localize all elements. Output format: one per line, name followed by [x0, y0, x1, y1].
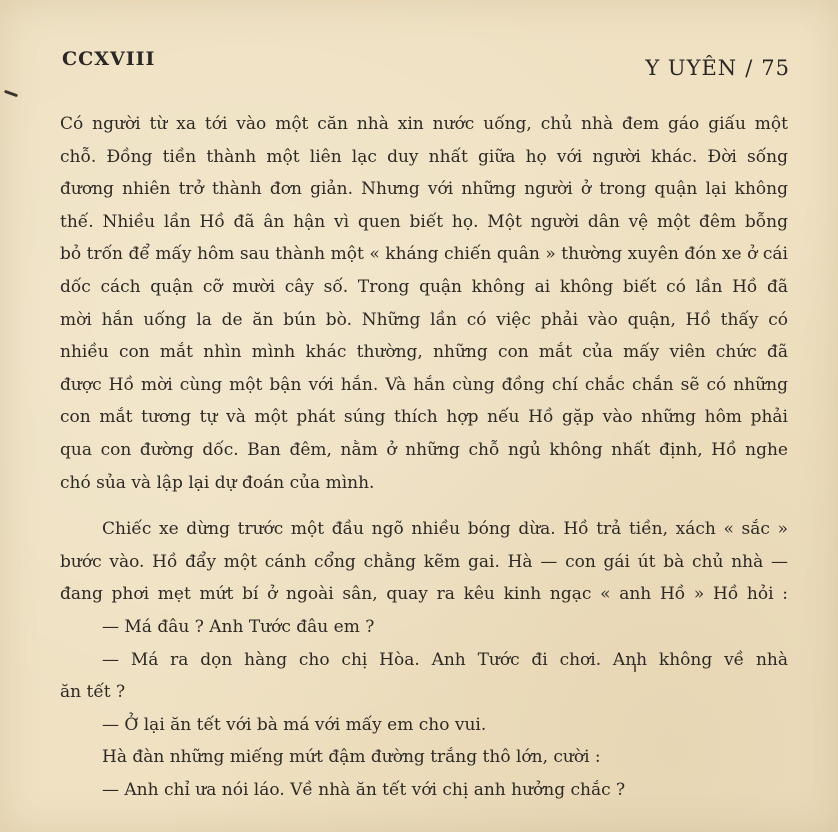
- paragraph-1: [60, 108, 788, 499]
- text-line: đương nhiên trở thành đơn giản. Nhưng với những người ở trong quận lại không: [60, 179, 788, 200]
- text-line: — Ở lại ăn tết với bà má với mấy em cho vui.: [102, 714, 487, 735]
- text-line: bỏ trốn để mấy hôm sau thành một « kháng chiến quân » thường xuyên đón xe ở cái: [60, 244, 788, 265]
- text-line: dốc cách quận cỡ mười cây số. Trong quận không ai không biết có lần Hồ đã: [60, 276, 788, 297]
- text-line: mời hắn uống la de ăn bún bò. Những lần có việc phải vào quận, Hồ thấy có: [60, 309, 788, 330]
- header-separator: /: [745, 56, 754, 80]
- text-line-cut-off: — Anh chỉ ưa nói láo. Về nhà ăn tết với chị anh hưởng chắc ?: [102, 779, 626, 800]
- paragraph-3: [60, 741, 788, 774]
- ink-speck: [4, 90, 18, 98]
- text-line: được Hồ mời cùng một bận với hắn. Và hắn cùng đồng chí chắc chắn sẽ có những: [60, 374, 788, 395]
- paragraph-gap: [60, 499, 788, 513]
- text-line: chỗ. Đồng tiền thành một liên lạc duy nhất giữa họ với người khác. Đời sống: [60, 146, 788, 167]
- text-line: qua con đường dốc. Ban đêm, nằm ở những chỗ ngủ không nhất định, Hồ nghe: [60, 439, 788, 460]
- text-line: Có người từ xa tới vào một căn nhà xin nước uống, chủ nhà đem gáo giấu một: [60, 114, 788, 134]
- chapter-number: CCXVIII: [62, 48, 156, 70]
- running-header: [645, 56, 790, 80]
- text-line: thế. Nhiều lần Hồ đã ân hận vì quen biết họ. Một người dân vệ một đêm bỗng: [60, 211, 788, 232]
- text-line: — Má ra dọn hàng cho chị Hòa. Anh Tước đi chơi. Anh không về nhà: [102, 649, 788, 670]
- text-line: bước vào. Hồ đẩy một cánh cổng chằng kẽm gai. Hà — con gái út bà chủ nhà —: [60, 551, 788, 572]
- text-line: ăn tết ?: [60, 682, 126, 703]
- paragraph-4: [60, 774, 788, 807]
- text-line: con mắt tương tự và một phát súng thích hợp nếu Hồ gặp vào những hôm phải: [60, 407, 788, 428]
- text-line: đang phơi mẹt mứt bí ở ngoài sân, quay ra kêu kinh ngạc « anh Hồ » Hồ hỏi :: [60, 584, 788, 605]
- page-number: 75: [761, 56, 790, 80]
- body-text: [60, 108, 788, 806]
- text-line: Hà đàn những miếng mứt đậm đường trắng thô lớn, cười :: [102, 747, 601, 768]
- paragraph-2: [60, 513, 788, 611]
- text-line: nhiều con mắt nhìn mình khác thường, những con mắt của mấy viên chức đã: [60, 342, 788, 363]
- dialogue-1: [60, 611, 788, 644]
- dialogue-2: [60, 644, 788, 709]
- author-name: Y UYÊN: [645, 56, 738, 80]
- text-line: chó sủa và lập lại dự đoán của mình.: [60, 472, 375, 493]
- text-line: Chiếc xe dừng trước một đầu ngõ nhiều bóng dừa. Hồ trả tiền, xách « sắc »: [102, 519, 788, 540]
- text-line: — Má đâu ? Anh Tước đâu em ?: [102, 616, 375, 637]
- dialogue-3: [60, 709, 788, 742]
